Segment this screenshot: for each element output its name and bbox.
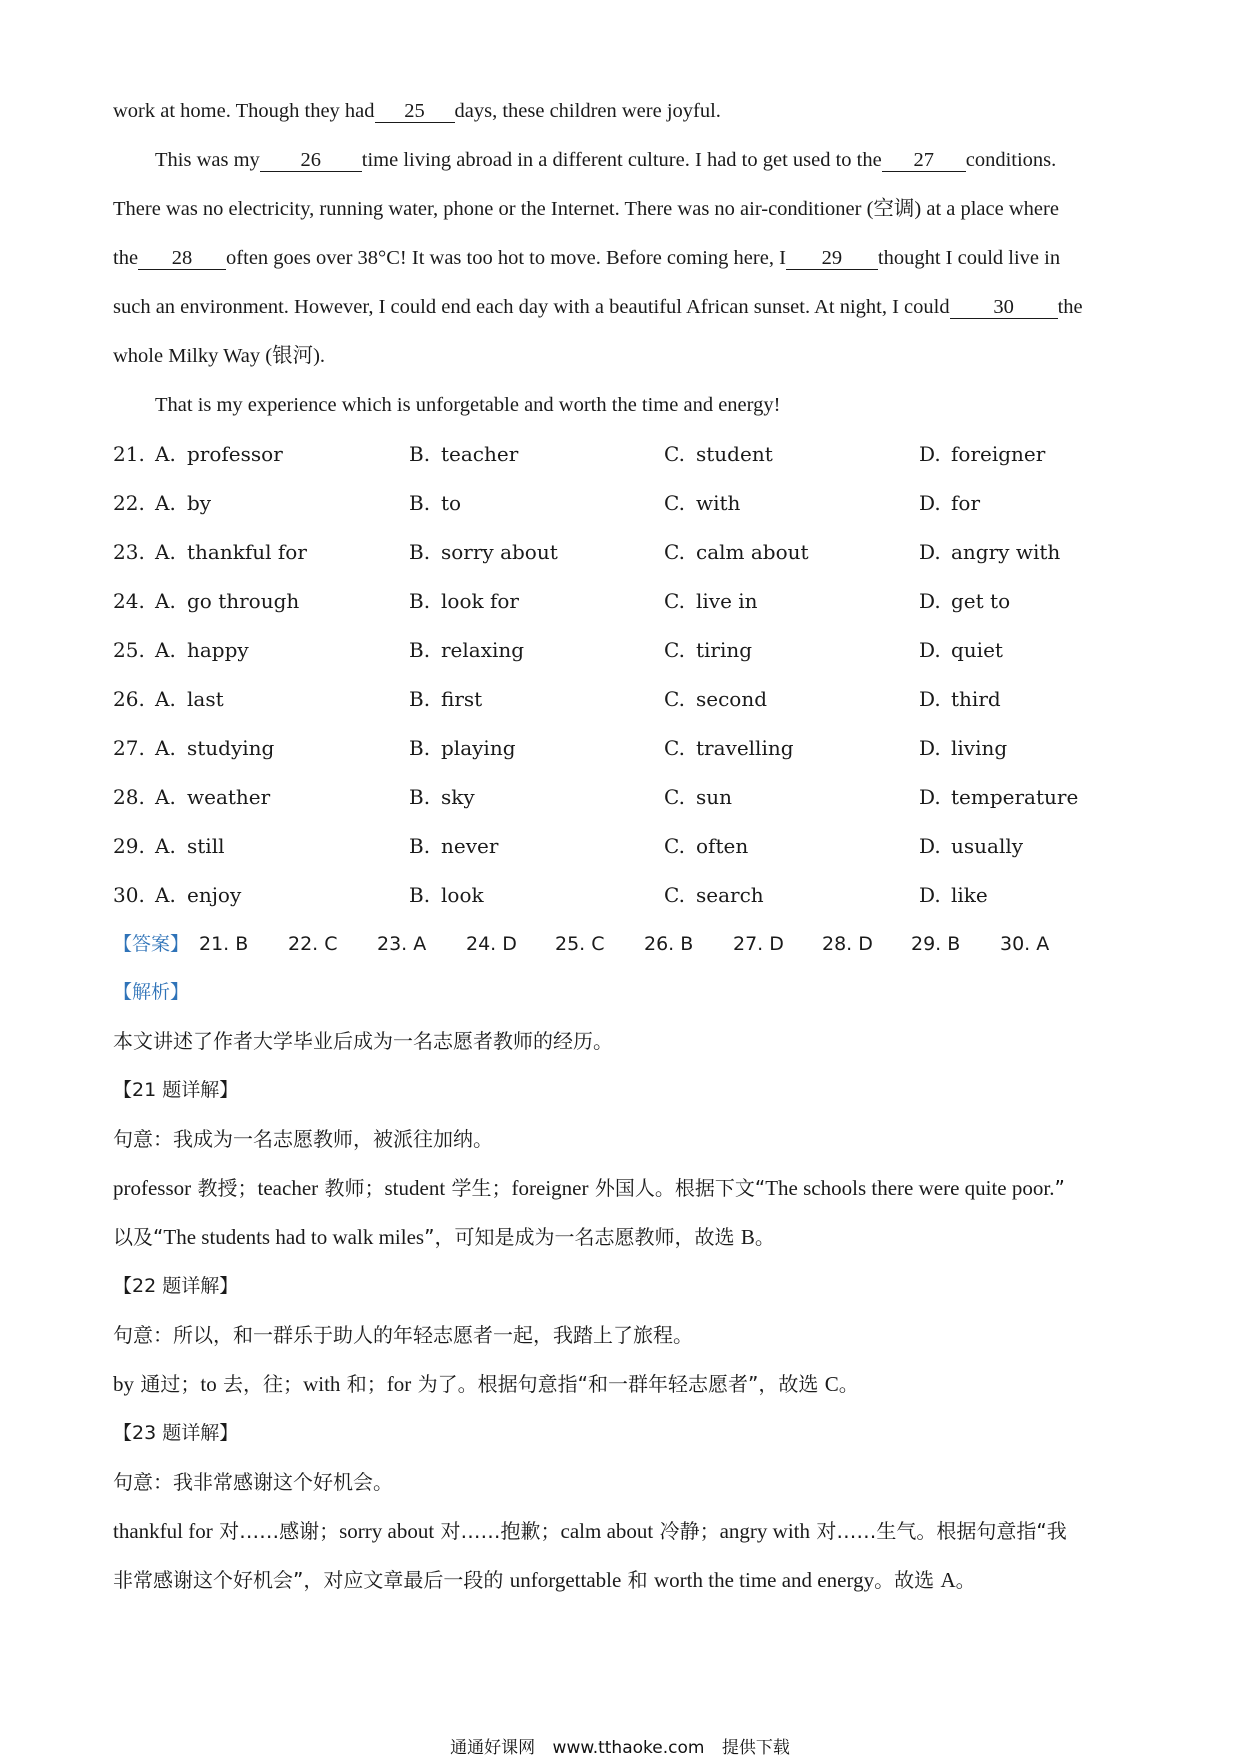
- option-text: playing: [441, 736, 516, 760]
- option-text: get to: [951, 589, 1011, 613]
- option-a: [155, 490, 211, 516]
- explanation-text: unforgettable: [509, 1568, 622, 1592]
- option-letter: C.: [664, 589, 685, 613]
- option-letter: B.: [409, 736, 431, 760]
- passage-text: This was my: [155, 149, 260, 171]
- option-d: [919, 686, 1001, 712]
- option-text: relaxing: [441, 638, 525, 662]
- option-c: [664, 490, 740, 516]
- option-letter: C.: [664, 834, 685, 858]
- option-b: [409, 735, 516, 761]
- option-letter: D.: [919, 736, 941, 760]
- option-a: [155, 441, 283, 467]
- option-letter: C.: [664, 540, 685, 564]
- passage-line-1: [113, 98, 1135, 147]
- option-letter: D.: [919, 540, 941, 564]
- option-text: foreigner: [951, 442, 1046, 466]
- option-d: [919, 588, 1010, 614]
- option-text: enjoy: [187, 883, 242, 907]
- explanation-text: angry with: [719, 1519, 811, 1543]
- question-number: 28.: [113, 785, 145, 809]
- option-letter: C.: [664, 638, 685, 662]
- option-a: [155, 833, 225, 859]
- question-number: 23.: [113, 540, 145, 564]
- explanation-text: 和: [621, 1568, 655, 1592]
- option-text: look: [441, 883, 484, 907]
- explanation-text: ”，可知是成为一名志愿教师，故选: [424, 1225, 741, 1249]
- explanation-text: 教师；: [318, 1176, 385, 1200]
- question-row-27: [113, 735, 1135, 784]
- passage-text: thought I could live in: [877, 247, 1061, 269]
- explanation-text: 以及“: [113, 1225, 164, 1249]
- explanation-text: The students had to walk miles: [163, 1225, 425, 1249]
- explanation-text: B: [740, 1225, 755, 1249]
- question-number: 30.: [113, 883, 145, 907]
- option-letter: B.: [409, 687, 431, 711]
- option-a: [155, 539, 307, 565]
- q23-explanation-line-1: [113, 1518, 1135, 1567]
- passage-text: the: [113, 247, 139, 269]
- page-content: [113, 98, 1135, 1616]
- option-d: [919, 490, 980, 516]
- option-b: [409, 686, 482, 712]
- option-letter: A.: [155, 491, 176, 515]
- option-text: first: [441, 687, 483, 711]
- explanation-text: thankful for: [113, 1519, 213, 1543]
- option-text: professor: [187, 442, 283, 466]
- option-text: to: [441, 491, 462, 515]
- blank-25: 25: [375, 100, 455, 123]
- explanation-text: by: [113, 1372, 134, 1396]
- explanation-text: 外国人。根据下文“: [588, 1176, 766, 1200]
- answer-row: [113, 931, 1135, 979]
- option-letter: A.: [155, 442, 176, 466]
- option-letter: B.: [409, 589, 431, 613]
- question-number: 21.: [113, 442, 145, 466]
- option-c: [664, 441, 773, 467]
- option-letter: B.: [409, 491, 431, 515]
- option-b: [409, 637, 524, 663]
- question-number: 27.: [113, 736, 145, 760]
- passage-line-3: There was no electricity, running water, phone or the Internet. There was no air-conditioner (空调) at a place where: [113, 198, 1059, 220]
- options-list: [113, 441, 1135, 931]
- explanation-text: calm about: [560, 1519, 654, 1543]
- option-c: [664, 637, 752, 663]
- option-a: [155, 784, 270, 810]
- q21-heading: 【21 题详解】: [113, 1079, 239, 1101]
- option-text: third: [951, 687, 1001, 711]
- option-c: [664, 539, 809, 565]
- answer-item: 24. D: [466, 933, 517, 955]
- blank-28: 28: [138, 247, 226, 270]
- explanation-text: 对……生气。根据句意指“我: [810, 1519, 1067, 1543]
- option-text: temperature: [951, 785, 1079, 809]
- q23-heading: 【23 题详解】: [113, 1422, 239, 1444]
- option-letter: D.: [919, 834, 941, 858]
- option-text: live in: [696, 589, 758, 613]
- answer-item: 30. A: [1000, 933, 1050, 955]
- option-letter: B.: [409, 638, 431, 662]
- explanation-text: 。: [754, 1225, 775, 1249]
- footer-url-link[interactable]: www.tthaoke.com: [552, 1738, 705, 1758]
- option-text: never: [441, 834, 499, 858]
- passage-text: conditions.: [965, 149, 1057, 171]
- option-text: look for: [441, 589, 519, 613]
- option-text: second: [696, 687, 768, 711]
- option-text: usually: [951, 834, 1024, 858]
- passage-text: often goes over 38°C! It was too hot to move. Before coming here, I: [226, 247, 786, 269]
- option-d: [919, 637, 1003, 663]
- explanation-text: 。: [838, 1372, 859, 1396]
- option-letter: D.: [919, 638, 941, 662]
- question-row-26: [113, 686, 1135, 735]
- option-b: [409, 882, 484, 908]
- option-a: [155, 882, 241, 908]
- q23-meaning: 句意：我非常感谢这个好机会。: [113, 1470, 393, 1494]
- option-text: with: [696, 491, 741, 515]
- option-c: [664, 588, 758, 614]
- option-text: like: [951, 883, 988, 907]
- option-letter: C.: [664, 883, 685, 907]
- option-text: travelling: [696, 736, 794, 760]
- answer-label: 【答案】: [113, 933, 190, 955]
- option-c: [664, 784, 732, 810]
- option-letter: A.: [155, 589, 176, 613]
- option-letter: A.: [155, 540, 176, 564]
- option-letter: B.: [409, 785, 431, 809]
- explanation-text: 对……抱歉；: [434, 1519, 561, 1543]
- option-text: quiet: [951, 638, 1003, 662]
- option-text: still: [187, 834, 225, 858]
- option-letter: D.: [919, 589, 941, 613]
- explanation-text: 。故选: [874, 1568, 941, 1592]
- option-text: go through: [187, 589, 300, 613]
- explanation-text: foreigner: [511, 1176, 589, 1200]
- explanation-text: ”: [1054, 1176, 1065, 1200]
- option-text: for: [951, 491, 981, 515]
- blank-29: 29: [786, 247, 878, 270]
- blank-26: 26: [260, 149, 362, 172]
- option-letter: A.: [155, 687, 176, 711]
- option-text: calm about: [696, 540, 809, 564]
- option-letter: D.: [919, 883, 941, 907]
- explanation-text: worth the time and energy: [654, 1568, 875, 1592]
- option-text: sun: [696, 785, 733, 809]
- answer-item: 27. D: [733, 933, 784, 955]
- footer-site-name: 通通好课网: [450, 1738, 536, 1758]
- question-number: 25.: [113, 638, 145, 662]
- option-text: search: [696, 883, 764, 907]
- option-letter: A.: [155, 883, 176, 907]
- option-letter: A.: [155, 834, 176, 858]
- passage-line-6: whole Milky Way (银河).: [113, 345, 326, 367]
- explanation-text: with: [303, 1372, 341, 1396]
- option-letter: B.: [409, 442, 431, 466]
- option-d: [919, 441, 1045, 467]
- option-letter: D.: [919, 687, 941, 711]
- option-d: [919, 882, 988, 908]
- explanation-text: The schools there were quite poor.: [765, 1176, 1055, 1200]
- q23-explanation-line-2: [113, 1567, 1135, 1616]
- passage-text: such an environment. However, I could end each day with a beautiful African sunset. At night, I could: [113, 296, 950, 318]
- option-letter: D.: [919, 442, 941, 466]
- option-text: student: [696, 442, 773, 466]
- explanation-text: 去，往；: [216, 1372, 304, 1396]
- question-row-28: [113, 784, 1135, 833]
- question-row-29: [113, 833, 1135, 882]
- question-row-22: [113, 490, 1135, 539]
- q21-meaning: 句意：我成为一名志愿教师，被派往加纳。: [113, 1127, 493, 1151]
- option-a: [155, 637, 249, 663]
- explanation-text: to: [200, 1372, 217, 1396]
- option-letter: C.: [664, 687, 685, 711]
- explanation-text: student: [384, 1176, 446, 1200]
- question-row-30: [113, 882, 1135, 931]
- option-b: [409, 539, 558, 565]
- option-letter: B.: [409, 834, 431, 858]
- explanation-text: for: [386, 1372, 412, 1396]
- option-a: [155, 686, 224, 712]
- answer-item: 25. C: [555, 933, 605, 955]
- option-c: [664, 686, 767, 712]
- analysis-summary: 本文讲述了作者大学毕业后成为一名志愿者教师的经历。: [113, 1029, 613, 1053]
- option-text: last: [187, 687, 224, 711]
- option-letter: C.: [664, 785, 685, 809]
- option-letter: B.: [409, 883, 431, 907]
- q21-explanation-line-2: [113, 1224, 1135, 1273]
- option-text: sorry about: [441, 540, 558, 564]
- option-text: living: [951, 736, 1008, 760]
- question-row-23: [113, 539, 1135, 588]
- explanation-text: A: [940, 1568, 956, 1592]
- option-c: [664, 735, 794, 761]
- explanation-text: 教授；: [191, 1176, 258, 1200]
- option-letter: C.: [664, 736, 685, 760]
- option-d: [919, 833, 1023, 859]
- page-footer: [0, 1733, 1240, 1758]
- option-text: happy: [187, 638, 249, 662]
- explanation-text: 非常感谢这个好机会”，对应文章最后一段的: [113, 1568, 510, 1592]
- option-c: [664, 882, 764, 908]
- answer-item: 22. C: [288, 933, 338, 955]
- option-text: tiring: [696, 638, 753, 662]
- option-b: [409, 441, 518, 467]
- passage-line-4: [113, 245, 1135, 294]
- explanation-text: sorry about: [339, 1519, 435, 1543]
- option-b: [409, 784, 475, 810]
- question-row-25: [113, 637, 1135, 686]
- answer-item: 28. D: [822, 933, 873, 955]
- passage-line-5: [113, 294, 1135, 343]
- passage-text: days, these children were joyful.: [454, 100, 721, 122]
- passage-text: work at home. Though they had: [113, 100, 375, 122]
- option-text: angry with: [951, 540, 1061, 564]
- question-row-21: [113, 441, 1135, 490]
- question-row-24: [113, 588, 1135, 637]
- option-d: [919, 784, 1078, 810]
- answer-item: 29. B: [911, 933, 961, 955]
- passage-line-7: That is my experience which is unforgetable and worth the time and energy!: [155, 394, 781, 416]
- option-letter: A.: [155, 638, 176, 662]
- option-letter: A.: [155, 736, 176, 760]
- q21-explanation-line-1: [113, 1175, 1135, 1224]
- explanation-text: 学生；: [445, 1176, 512, 1200]
- option-b: [409, 833, 498, 859]
- q22-heading: 【22 题详解】: [113, 1275, 239, 1297]
- option-c: [664, 833, 748, 859]
- answer-item: 26. B: [644, 933, 694, 955]
- blank-27: 27: [882, 149, 966, 172]
- passage-text: time living abroad in a different culture. I had to get used to the: [361, 149, 882, 171]
- option-letter: D.: [919, 491, 941, 515]
- option-d: [919, 735, 1007, 761]
- answer-item: 21. B: [199, 933, 249, 955]
- explanation-text: 为了。根据句意指“和一群年轻志愿者”，故选: [411, 1372, 825, 1396]
- blank-30: 30: [950, 296, 1058, 319]
- option-text: by: [187, 491, 212, 515]
- option-d: [919, 539, 1060, 565]
- explanation-text: 通过；: [134, 1372, 201, 1396]
- option-b: [409, 490, 461, 516]
- q22-explanation-line-1: [113, 1371, 1135, 1420]
- explanation-text: professor: [113, 1176, 192, 1200]
- option-text: studying: [187, 736, 275, 760]
- option-letter: C.: [664, 491, 685, 515]
- explanation-text: 和；: [340, 1372, 387, 1396]
- option-text: teacher: [441, 442, 519, 466]
- explanation-text: 冷静；: [653, 1519, 720, 1543]
- explanation-text: C: [824, 1372, 839, 1396]
- option-letter: D.: [919, 785, 941, 809]
- option-text: thankful for: [187, 540, 307, 564]
- question-number: 24.: [113, 589, 145, 613]
- answer-item: 23. A: [377, 933, 427, 955]
- passage-text: the: [1057, 296, 1083, 318]
- option-text: sky: [441, 785, 475, 809]
- explanation-text: 对……感谢；: [212, 1519, 340, 1543]
- option-letter: B.: [409, 540, 431, 564]
- explanation-text: teacher: [257, 1176, 319, 1200]
- option-text: often: [696, 834, 749, 858]
- option-text: weather: [187, 785, 271, 809]
- option-a: [155, 588, 299, 614]
- option-a: [155, 735, 274, 761]
- analysis-label: 【解析】: [113, 981, 190, 1003]
- passage-line-2: [113, 147, 1135, 196]
- question-number: 29.: [113, 834, 145, 858]
- option-letter: C.: [664, 442, 685, 466]
- footer-note: 提供下载: [721, 1738, 790, 1758]
- question-number: 22.: [113, 491, 145, 515]
- explanation-text: 。: [955, 1568, 976, 1592]
- question-number: 26.: [113, 687, 145, 711]
- option-b: [409, 588, 519, 614]
- q22-meaning: 句意：所以，和一群乐于助人的年轻志愿者一起，我踏上了旅程。: [113, 1323, 693, 1347]
- option-letter: A.: [155, 785, 176, 809]
